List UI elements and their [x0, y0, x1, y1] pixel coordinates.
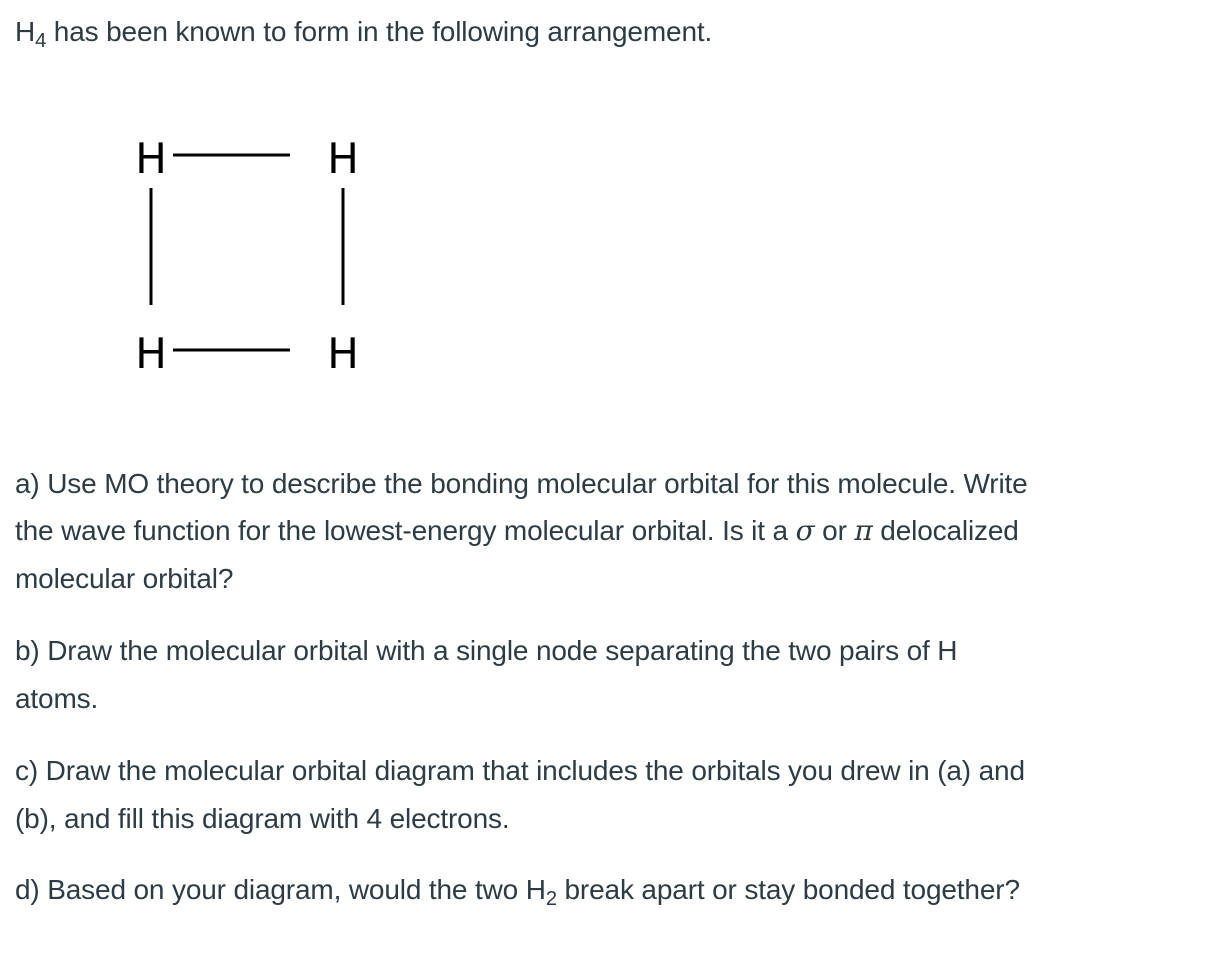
question-b-line-2: atoms.	[15, 683, 99, 714]
h4-formula	[15, 16, 47, 53]
question-a-line-3: molecular orbital?	[15, 563, 234, 594]
question-d-start: d) Based on your diagram, would the two H	[15, 874, 546, 905]
question-d	[15, 866, 1020, 914]
sigma-symbol: σ	[795, 514, 815, 547]
atom-h-top-left: H	[135, 134, 167, 183]
intro-text	[15, 8, 712, 56]
h4-formula-base: H	[15, 16, 36, 47]
atom-h-bottom-right: H	[327, 329, 359, 378]
intro-sentence: has been known to form in the following arrangement.	[46, 16, 713, 47]
h4-formula-subscript: 4	[35, 30, 47, 53]
question-a-line-2	[15, 507, 1019, 555]
question-d-end: break apart or stay bonded together?	[556, 874, 1020, 905]
pi-symbol: π	[854, 514, 873, 547]
question-b-line-1: b) Draw the molecular orbital with a single node separating the two pairs of H	[15, 635, 958, 666]
atom-h-bottom-left: H	[135, 329, 167, 378]
question-c-line-1: c) Draw the molecular orbital diagram that includes the orbitals you drew in (a) and	[15, 755, 1025, 786]
h4-square-structure	[115, 120, 375, 380]
question-a-line-1: a) Use MO theory to describe the bonding molecular orbital for this molecule. Write	[15, 468, 1028, 499]
h2-subscript: 2	[545, 888, 557, 911]
question-a-or: or	[814, 515, 855, 546]
question-a-line-2-end: delocalized	[872, 515, 1019, 546]
question-a-line-2-start: the wave function for the lowest-energy molecular orbital. Is it a	[15, 515, 796, 546]
question-c-line-2: (b), and fill this diagram with 4 electrons.	[15, 803, 510, 834]
atom-h-top-right: H	[327, 134, 359, 183]
